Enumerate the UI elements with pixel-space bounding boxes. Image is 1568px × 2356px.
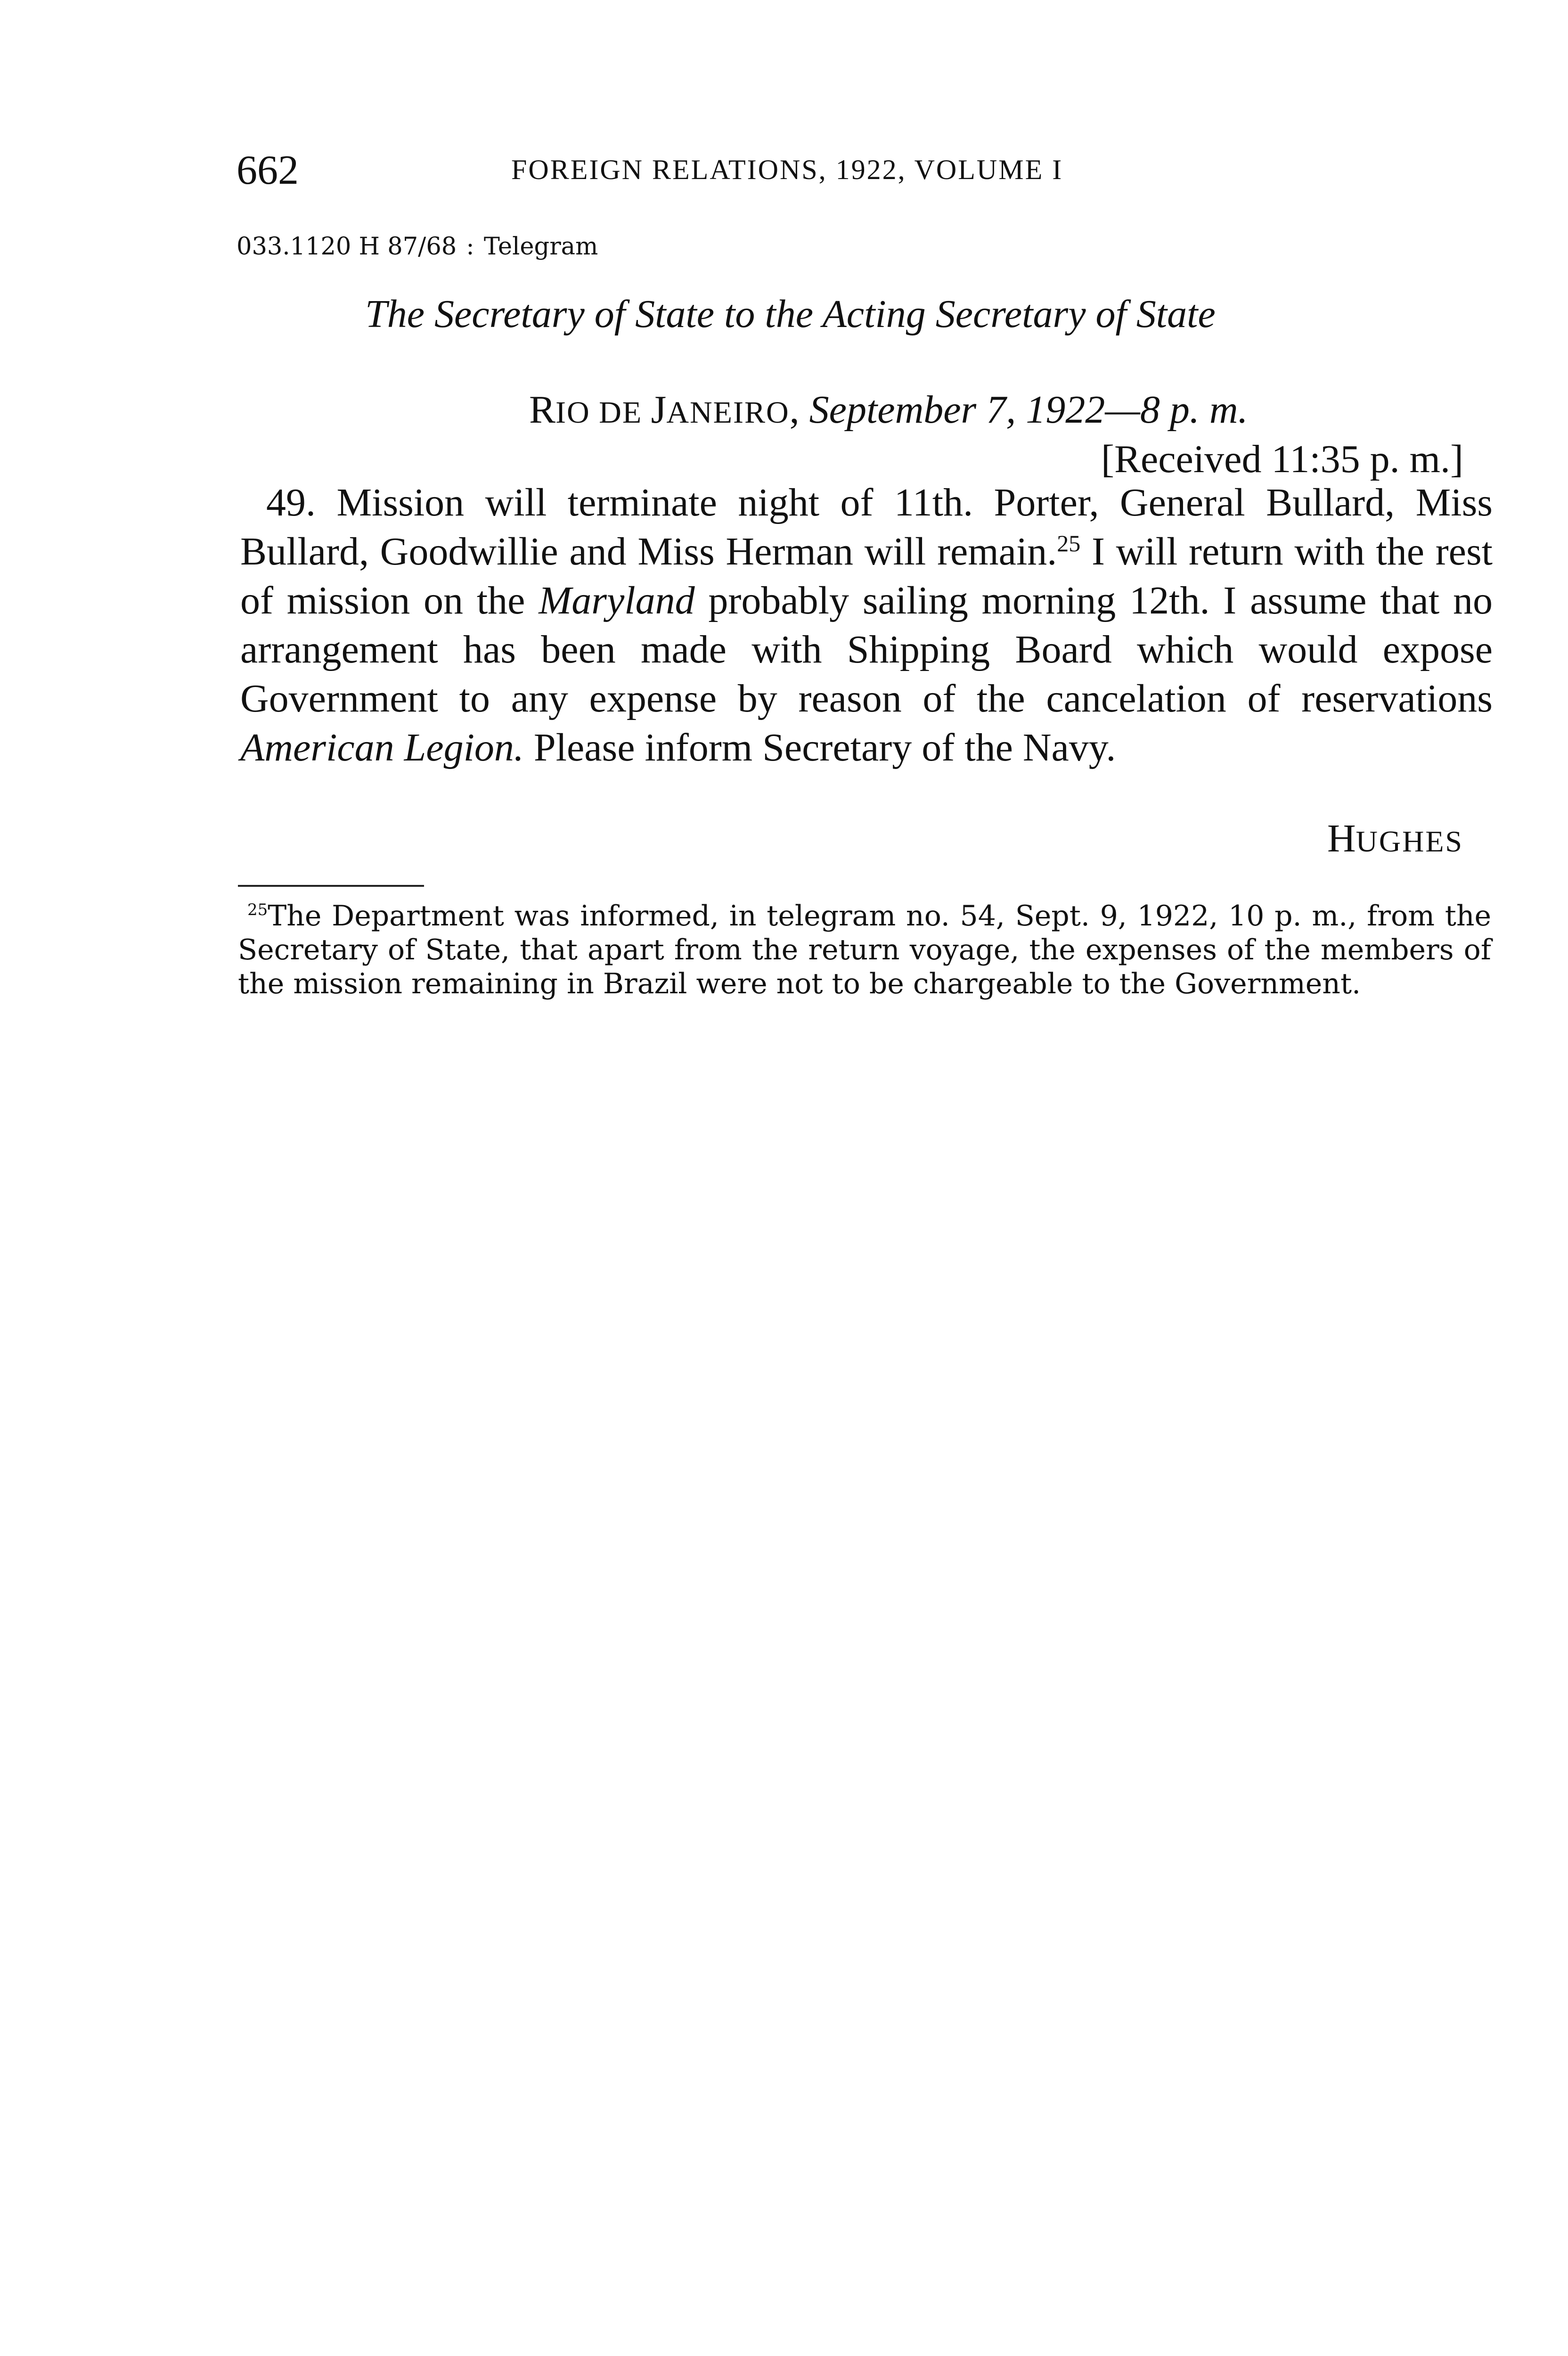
- footnote: [238, 899, 1491, 1001]
- footnote-divider: [238, 885, 424, 887]
- document-heading: The Secretary of State to the Acting Secretary of State: [365, 292, 1216, 336]
- body-part-2: I will return with the rest of mission on the: [240, 530, 1493, 622]
- body-part-4: Please inform Secretary of the Navy.: [523, 726, 1116, 769]
- dateline: RIO DE JANEIRO, September 7, 1922—8 p. m.: [529, 388, 1248, 432]
- footnote-reference: 25: [1057, 530, 1081, 556]
- footnote-marker: 25: [247, 900, 268, 919]
- body-part-3: probably sailing morning 12th. I assume that no arrangement has been made with Shipping Board which would expose Government to any expense by reason of the cancelation of reservations: [240, 579, 1493, 720]
- file-number: 033.1120 H 87/68: [237, 233, 457, 261]
- footnote-paragraph: [238, 899, 1491, 1001]
- file-reference: [237, 235, 598, 259]
- footnote-text: The Department was informed, in telegram no. 54, Sept. 9, 1922, 10 p. m., from the Secretary of State, that apart from the return voyage, the expenses of the members of the mission remaining in Brazil were not to be chargeable to the Government.: [238, 900, 1491, 1000]
- file-reference-separator: :: [458, 233, 482, 261]
- place-initial-1: R: [529, 388, 556, 432]
- signature: [1327, 819, 1463, 859]
- place-rest-1: IO DE: [555, 395, 651, 430]
- place-initial-2: J: [651, 388, 667, 432]
- organization-name: American Legion.: [240, 726, 524, 769]
- telegram-paragraph: [240, 478, 1493, 772]
- running-head-title: FOREIGN RELATIONS, 1922, VOLUME I: [511, 154, 1063, 185]
- place-rest-2: ANEIRO: [666, 395, 790, 430]
- telegram-body: [240, 478, 1493, 772]
- document-type: Telegram: [483, 233, 598, 261]
- body-part-1: 49. Mission will terminate night of 11th. Porter, General Bullard, Miss Bullard, Goodwillie and Miss Herman will remain.: [240, 481, 1493, 573]
- signature-rest: UGHES: [1356, 825, 1463, 858]
- page-number: 662: [237, 147, 299, 193]
- signature-initial: H: [1327, 817, 1356, 860]
- received-time: [Received 11:35 p. m.]: [1101, 437, 1463, 481]
- ship-name: Maryland: [539, 579, 695, 622]
- dateline-date-time: September 7, 1922—8 p. m.: [809, 388, 1248, 432]
